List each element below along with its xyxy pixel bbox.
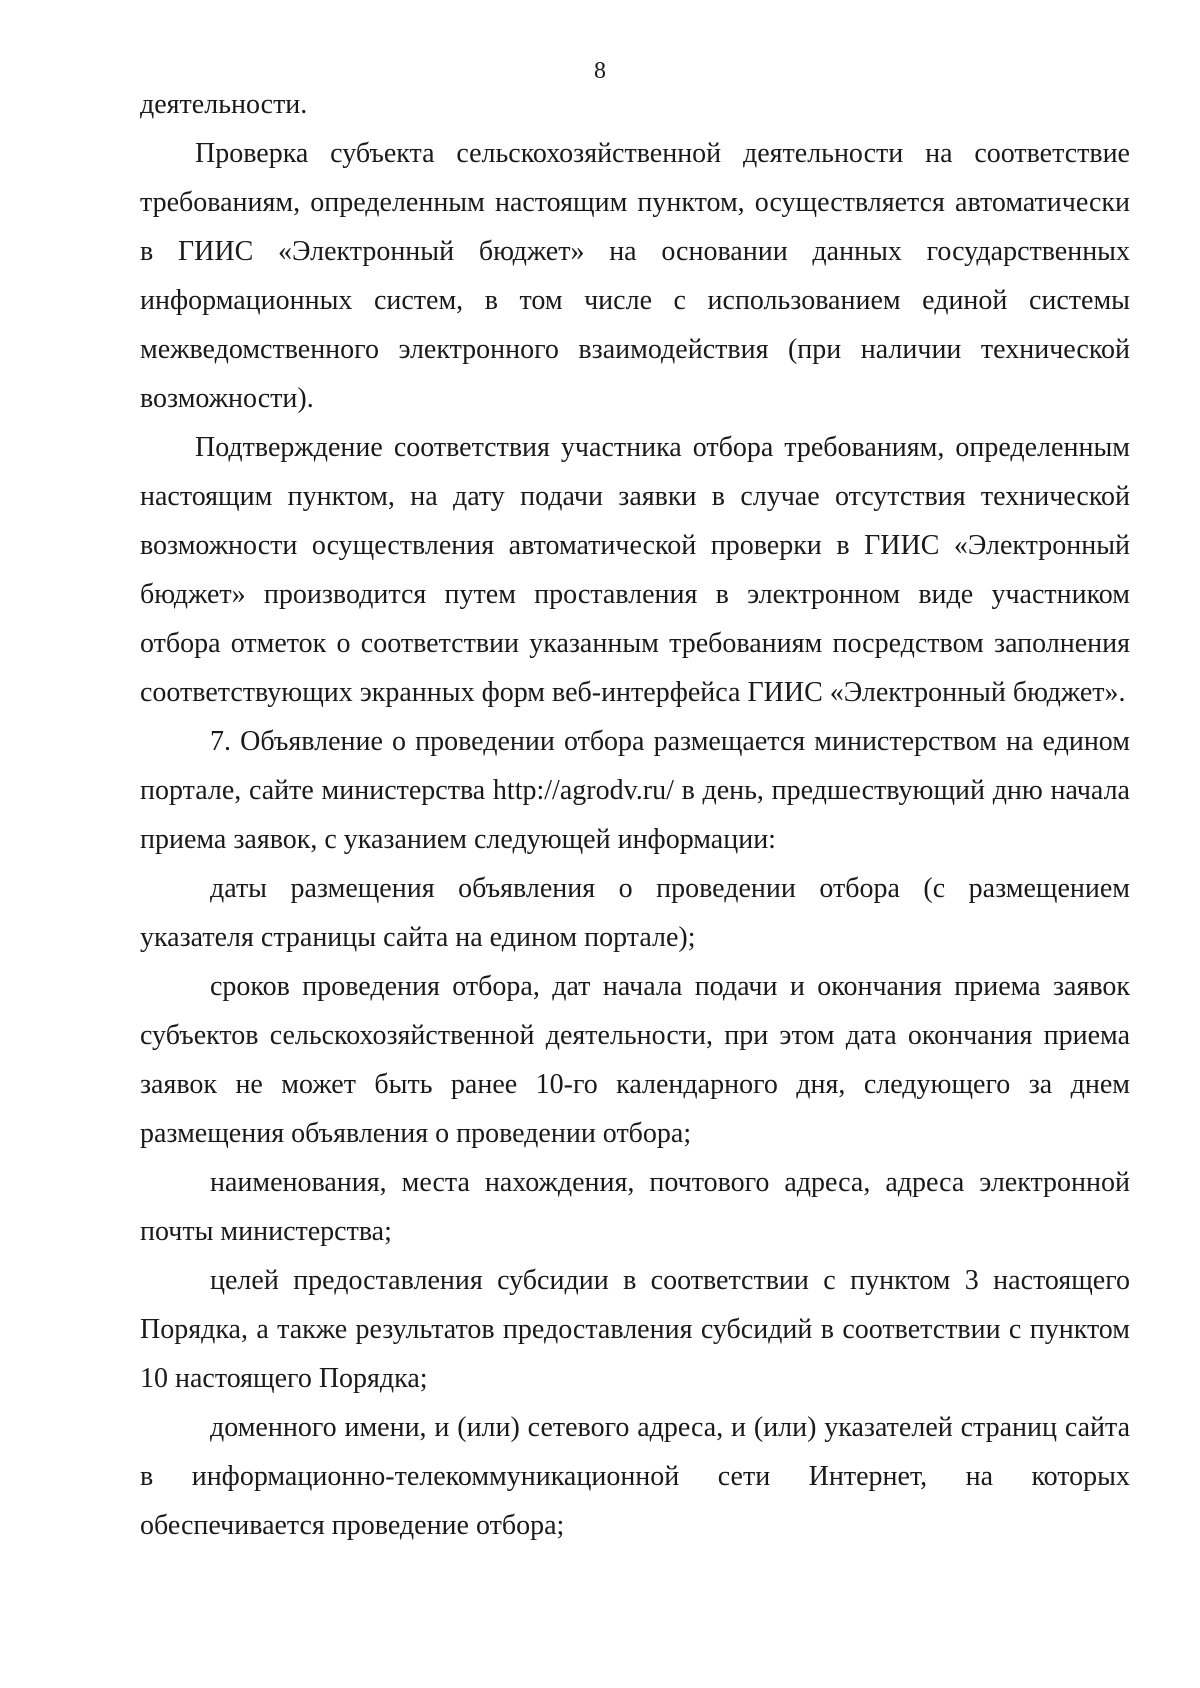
paragraph-confirmation: Подтверждение соответствия участника отбора требованиям, определенным настоящим пунктом, на дату подачи заявки в случае отсутствия технической возможности осуществления автоматической проверки в ГИИС «Электронный бюджет» производится путем проставления в электронном виде участником отбора отметок о соответствии указанным требованиям посредством заполнения соответствующих экранных форм веб-интерфейса ГИИС «Электронный бюджет». <box>140 432 1130 708</box>
list-item-domain-name: доменного имени, и (или) сетевого адреса, и (или) указателей страниц сайта в информационно-телекоммуникационной сети Интернет, на которых обеспечивается проведение отбора; <box>140 1412 1130 1541</box>
paragraph-automatic-check: Проверка субъекта сельскохозяйственной деятельности на соответствие требованиям, определенным настоящим пунктом, осуществляется автоматически в ГИИС «Электронный бюджет» на основании данных государственных информационных систем, в том числе с использованием единой системы межведомственного электронного взаимодействия (при наличии технической возможности). <box>140 138 1130 414</box>
page-number: 8 <box>594 58 606 84</box>
paragraph-continuation: деятельности. <box>140 89 308 120</box>
list-item-ministry-contacts: наименования, места нахождения, почтового адреса, адреса электронной почты министерства; <box>140 1167 1130 1247</box>
paragraph-item-7: 7. Объявление о проведении отбора размещается министерством на едином портале, сайте министерства http://agrodv.ru/ в день, предшествующий дню начала приема заявок, с указанием следующей информации: <box>140 726 1130 855</box>
list-item-selection-terms: сроков проведения отбора, дат начала подачи и окончания приема заявок субъектов сельскохозяйственной деятельности, при этом дата окончания приема заявок не может быть ранее 10-го календарного дня, следующего за днем размещения объявления о проведении отбора; <box>140 971 1130 1149</box>
list-item-subsidy-goals: целей предоставления субсидии в соответствии с пунктом 3 настоящего Порядка, а также результатов предоставления субсидий в соответствии с пунктом 10 настоящего Порядка; <box>140 1265 1130 1394</box>
document-body <box>140 80 1130 1550</box>
list-item-publication-date: даты размещения объявления о проведении отбора (с размещением указателя страницы сайта на едином портале); <box>140 873 1130 953</box>
